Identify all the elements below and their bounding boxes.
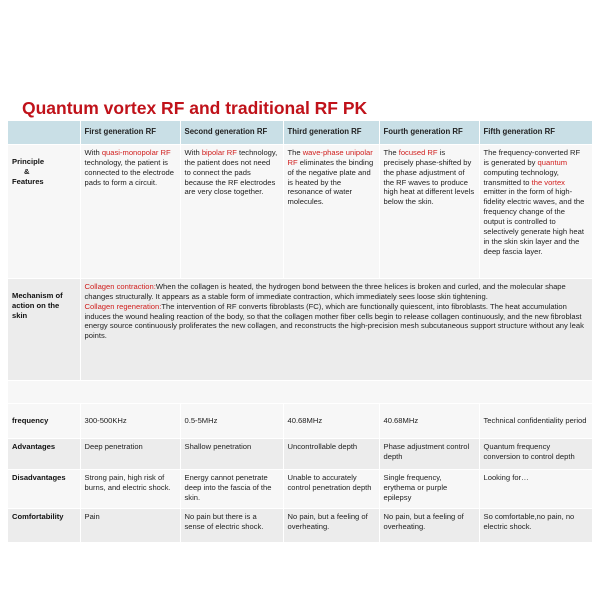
highlight-text: the vortex <box>531 177 565 187</box>
comfortability-third-generation: No pain, but a feeling of overheating. <box>283 509 379 543</box>
spacer-row <box>8 381 592 404</box>
frequency-fifth-generation: Technical confidentiality period <box>479 404 592 439</box>
header-fifth-generation: Fifth generation RF <box>479 121 592 145</box>
text-segment: The <box>287 148 303 157</box>
highlight-text: quasi-monopolar RF <box>101 148 171 157</box>
label-principle <box>8 145 80 279</box>
highlight-text: Collagen regeneration: <box>84 301 162 311</box>
principle-third-generation <box>283 145 379 279</box>
comfortability-second-generation: No pain but there is a sense of electric shock. <box>180 509 283 543</box>
label-principle-line2: & <box>24 166 30 176</box>
highlight-text: focused RF <box>398 148 438 157</box>
header-blank <box>8 121 80 145</box>
label-text: Mechanism of action on the skin <box>12 291 63 320</box>
mechanism-description <box>80 279 592 381</box>
principle-fourth-generation <box>379 145 479 279</box>
comfortability-fifth-generation: So comfortable,no pain, no electric shock. <box>479 509 592 543</box>
text-segment: When the collagen is heated, the hydrogen bond between the three helices is broken and curled, and the molecular shape changes structurally. It appears as a stable form of immediate contraction, which immediately sees loose skin tightening. <box>84 282 566 301</box>
text-segment: eliminates the binding of the negative plate and is heated by the resonance of water molecules. <box>287 157 374 207</box>
mechanism-paragraph-regeneration <box>85 302 588 341</box>
header-first-generation: First generation RF <box>80 121 180 145</box>
text-segment: The <box>383 148 399 157</box>
frequency-third-generation: 40.68MHz <box>283 404 379 439</box>
disadvantages-second-generation: Energy cannot penetrate deep into the fascia of the skin. <box>180 470 283 509</box>
disadvantages-fourth-generation: Single frequency, erythema or purple epilepsy <box>379 470 479 509</box>
spacer-cell <box>8 381 592 404</box>
row-advantages <box>8 439 592 470</box>
row-principle <box>8 145 592 279</box>
mechanism-paragraph-contraction <box>85 282 588 302</box>
principle-second-generation <box>180 145 283 279</box>
label-advantages: Advantages <box>8 439 80 470</box>
text-segment: technology, the patient does not need to connect the pads because the RF electrodes are very close together. <box>184 148 278 197</box>
row-mechanism <box>8 279 592 381</box>
text-segment: technology, the patient is connected to the electrode pads to form a circuit. <box>84 157 175 187</box>
label-disadvantages: Disadvantages <box>8 470 80 509</box>
label-frequency: frequency <box>8 404 80 439</box>
label-comfortability: Comfortability <box>8 509 80 543</box>
slide-title: Quantum vortex RF and traditional RF PK <box>22 98 368 118</box>
label-principle-line1: Principle <box>12 157 45 166</box>
highlight-text: quantum <box>537 157 568 167</box>
header-fourth-generation: Fourth generation RF <box>379 121 479 145</box>
advantages-first-generation: Deep penetration <box>80 439 180 470</box>
advantages-second-generation: Shallow penetration <box>180 439 283 470</box>
advantages-third-generation: Uncontrollable depth <box>283 439 379 470</box>
row-comfortability <box>8 509 592 543</box>
text-segment: The frequency-converted RF is generated by <box>483 148 581 167</box>
frequency-first-generation: 300-500KHz <box>80 404 180 439</box>
frequency-fourth-generation: 40.68MHz <box>379 404 479 439</box>
header-row <box>8 121 592 145</box>
label-mechanism <box>8 279 80 381</box>
text-segment: is precisely phase-shifted by the phase adjustment of the RF waves to produce high heat at different levels below the skin. <box>383 148 475 207</box>
highlight-text: Collagen contraction: <box>84 282 156 291</box>
text-segment: With <box>84 148 102 157</box>
row-disadvantages <box>8 470 592 509</box>
highlight-text: wave-phase unipolar RF <box>287 148 373 167</box>
text-segment: With <box>184 148 202 157</box>
disadvantages-fifth-generation: Looking for… <box>479 470 592 509</box>
disadvantages-third-generation: Unable to accurately control penetration depth <box>283 470 379 509</box>
highlight-text: bipolar RF <box>201 148 237 157</box>
text-segment: emitter in the form of high-fidelity electric waves, and the frequency change of the output is controlled to selectively generate high heat in the skin skin layer and the deep fascia layer. <box>483 187 585 256</box>
label-principle-line3: Features <box>12 176 44 186</box>
text-segment: The intervention of RF converts fibroblasts (FC), which are functionally quiescent, into fibroblasts. The heat accumulation induces the wound healing reaction of the body, so that the collagen mother fiber cells begin to release collagen continuously, and the new fibroblast energy source continuously proliferates the new collagen, and reconstructs the high-precision mesh subcutaneous support structure without any leak points. <box>84 301 584 341</box>
comfortability-fourth-generation: No pain, but a feeling of overheating. <box>379 509 479 543</box>
text-segment: computing technology, transmitted to <box>483 167 559 187</box>
header-third-generation: Third generation RF <box>283 121 379 145</box>
advantages-fifth-generation: Quantum frequency conversion to control depth <box>479 439 592 470</box>
row-frequency <box>8 404 592 439</box>
header-second-generation: Second generation RF <box>180 121 283 145</box>
principle-fifth-generation <box>479 145 592 279</box>
disadvantages-first-generation: Strong pain, high risk of burns, and electric shock. <box>80 470 180 509</box>
frequency-second-generation: 0.5-5MHz <box>180 404 283 439</box>
principle-first-generation <box>80 145 180 279</box>
comparison-table <box>8 121 593 543</box>
comfortability-first-generation: Pain <box>80 509 180 543</box>
advantages-fourth-generation: Phase adjustment control depth <box>379 439 479 470</box>
